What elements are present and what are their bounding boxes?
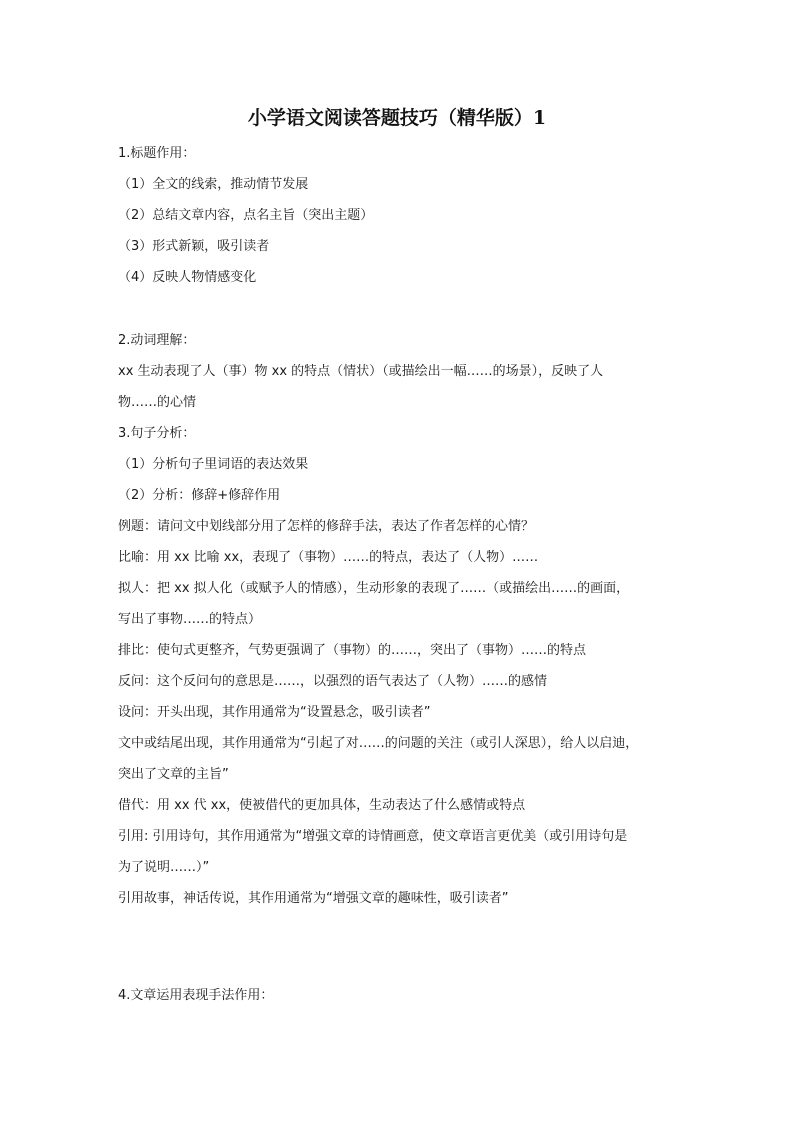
paragraph-line: 突出了文章的主旨” bbox=[118, 767, 229, 782]
section-heading-title-function: 1.标题作用： bbox=[118, 146, 196, 161]
paragraph-line: 拟人：把 xx 拟人化（或赋予人的情感），生动形象的表现了……（或描绘出……的画面， bbox=[118, 581, 630, 596]
section-heading-expression-techniques: 4.文章运用表现手法作用： bbox=[118, 988, 274, 1003]
paragraph-line: 比喻：用 xx 比喻 xx，表现了（事物）……的特点，表达了（人物）…… bbox=[118, 550, 539, 565]
paragraph-line: 为了说明……）” bbox=[118, 860, 210, 875]
list-item: （2）分析：修辞+修辞作用 bbox=[118, 488, 281, 503]
paragraph-line: 借代：用 xx 代 xx，使被借代的更加具体，生动表达了什么感情或特点 bbox=[118, 798, 526, 813]
paragraph-line: xx 生动表现了人（事）物 xx 的特点（情状）（或描绘出一幅……的场景），反映了人 bbox=[118, 364, 604, 379]
list-item: （1）分析句子里词语的表达效果 bbox=[118, 457, 309, 472]
paragraph-line: 例题：请问文中划线部分用了怎样的修辞手法，表达了作者怎样的心情？ bbox=[118, 519, 535, 534]
section-heading-verb-understanding: 2.动词理解： bbox=[118, 333, 196, 348]
list-item: （3）形式新颖，吸引读者 bbox=[118, 239, 270, 254]
section-heading-sentence-analysis: 3.句子分析： bbox=[118, 426, 196, 441]
list-item: （1）全文的线索，推动情节发展 bbox=[118, 177, 309, 192]
list-item: （4）反映人物情感变化 bbox=[118, 270, 257, 285]
paragraph-line: 写出了事物……的特点） bbox=[118, 612, 262, 627]
paragraph-line: 引用: 引用诗句，其作用通常为“增强文章的诗情画意，使文章语言更优美（或引用诗句是 bbox=[118, 829, 628, 844]
document-title: 小学语文阅读答题技巧（精华版）1 bbox=[247, 107, 547, 129]
paragraph-line: 排比：使句式更整齐，气势更强调了（事物）的……，突出了（事物）……的特点 bbox=[118, 643, 587, 658]
paragraph-line: 物……的心情 bbox=[118, 395, 197, 410]
paragraph-line: 反问：这个反问句的意思是……，以强烈的语气表达了（人物）……的感情 bbox=[118, 674, 548, 689]
list-item: （2）总结文章内容，点名主旨（突出主题） bbox=[118, 208, 374, 223]
paragraph-line: 文中或结尾出现，其作用通常为“引起了对……的问题的关注（或引人深思），给人以启迪， bbox=[118, 736, 639, 751]
paragraph-line: 设问：开头出现，其作用通常为“设置悬念，吸引读者” bbox=[118, 705, 431, 720]
paragraph-line: 引用故事，神话传说，其作用通常为“增强文章的趣味性，吸引读者” bbox=[118, 891, 509, 906]
